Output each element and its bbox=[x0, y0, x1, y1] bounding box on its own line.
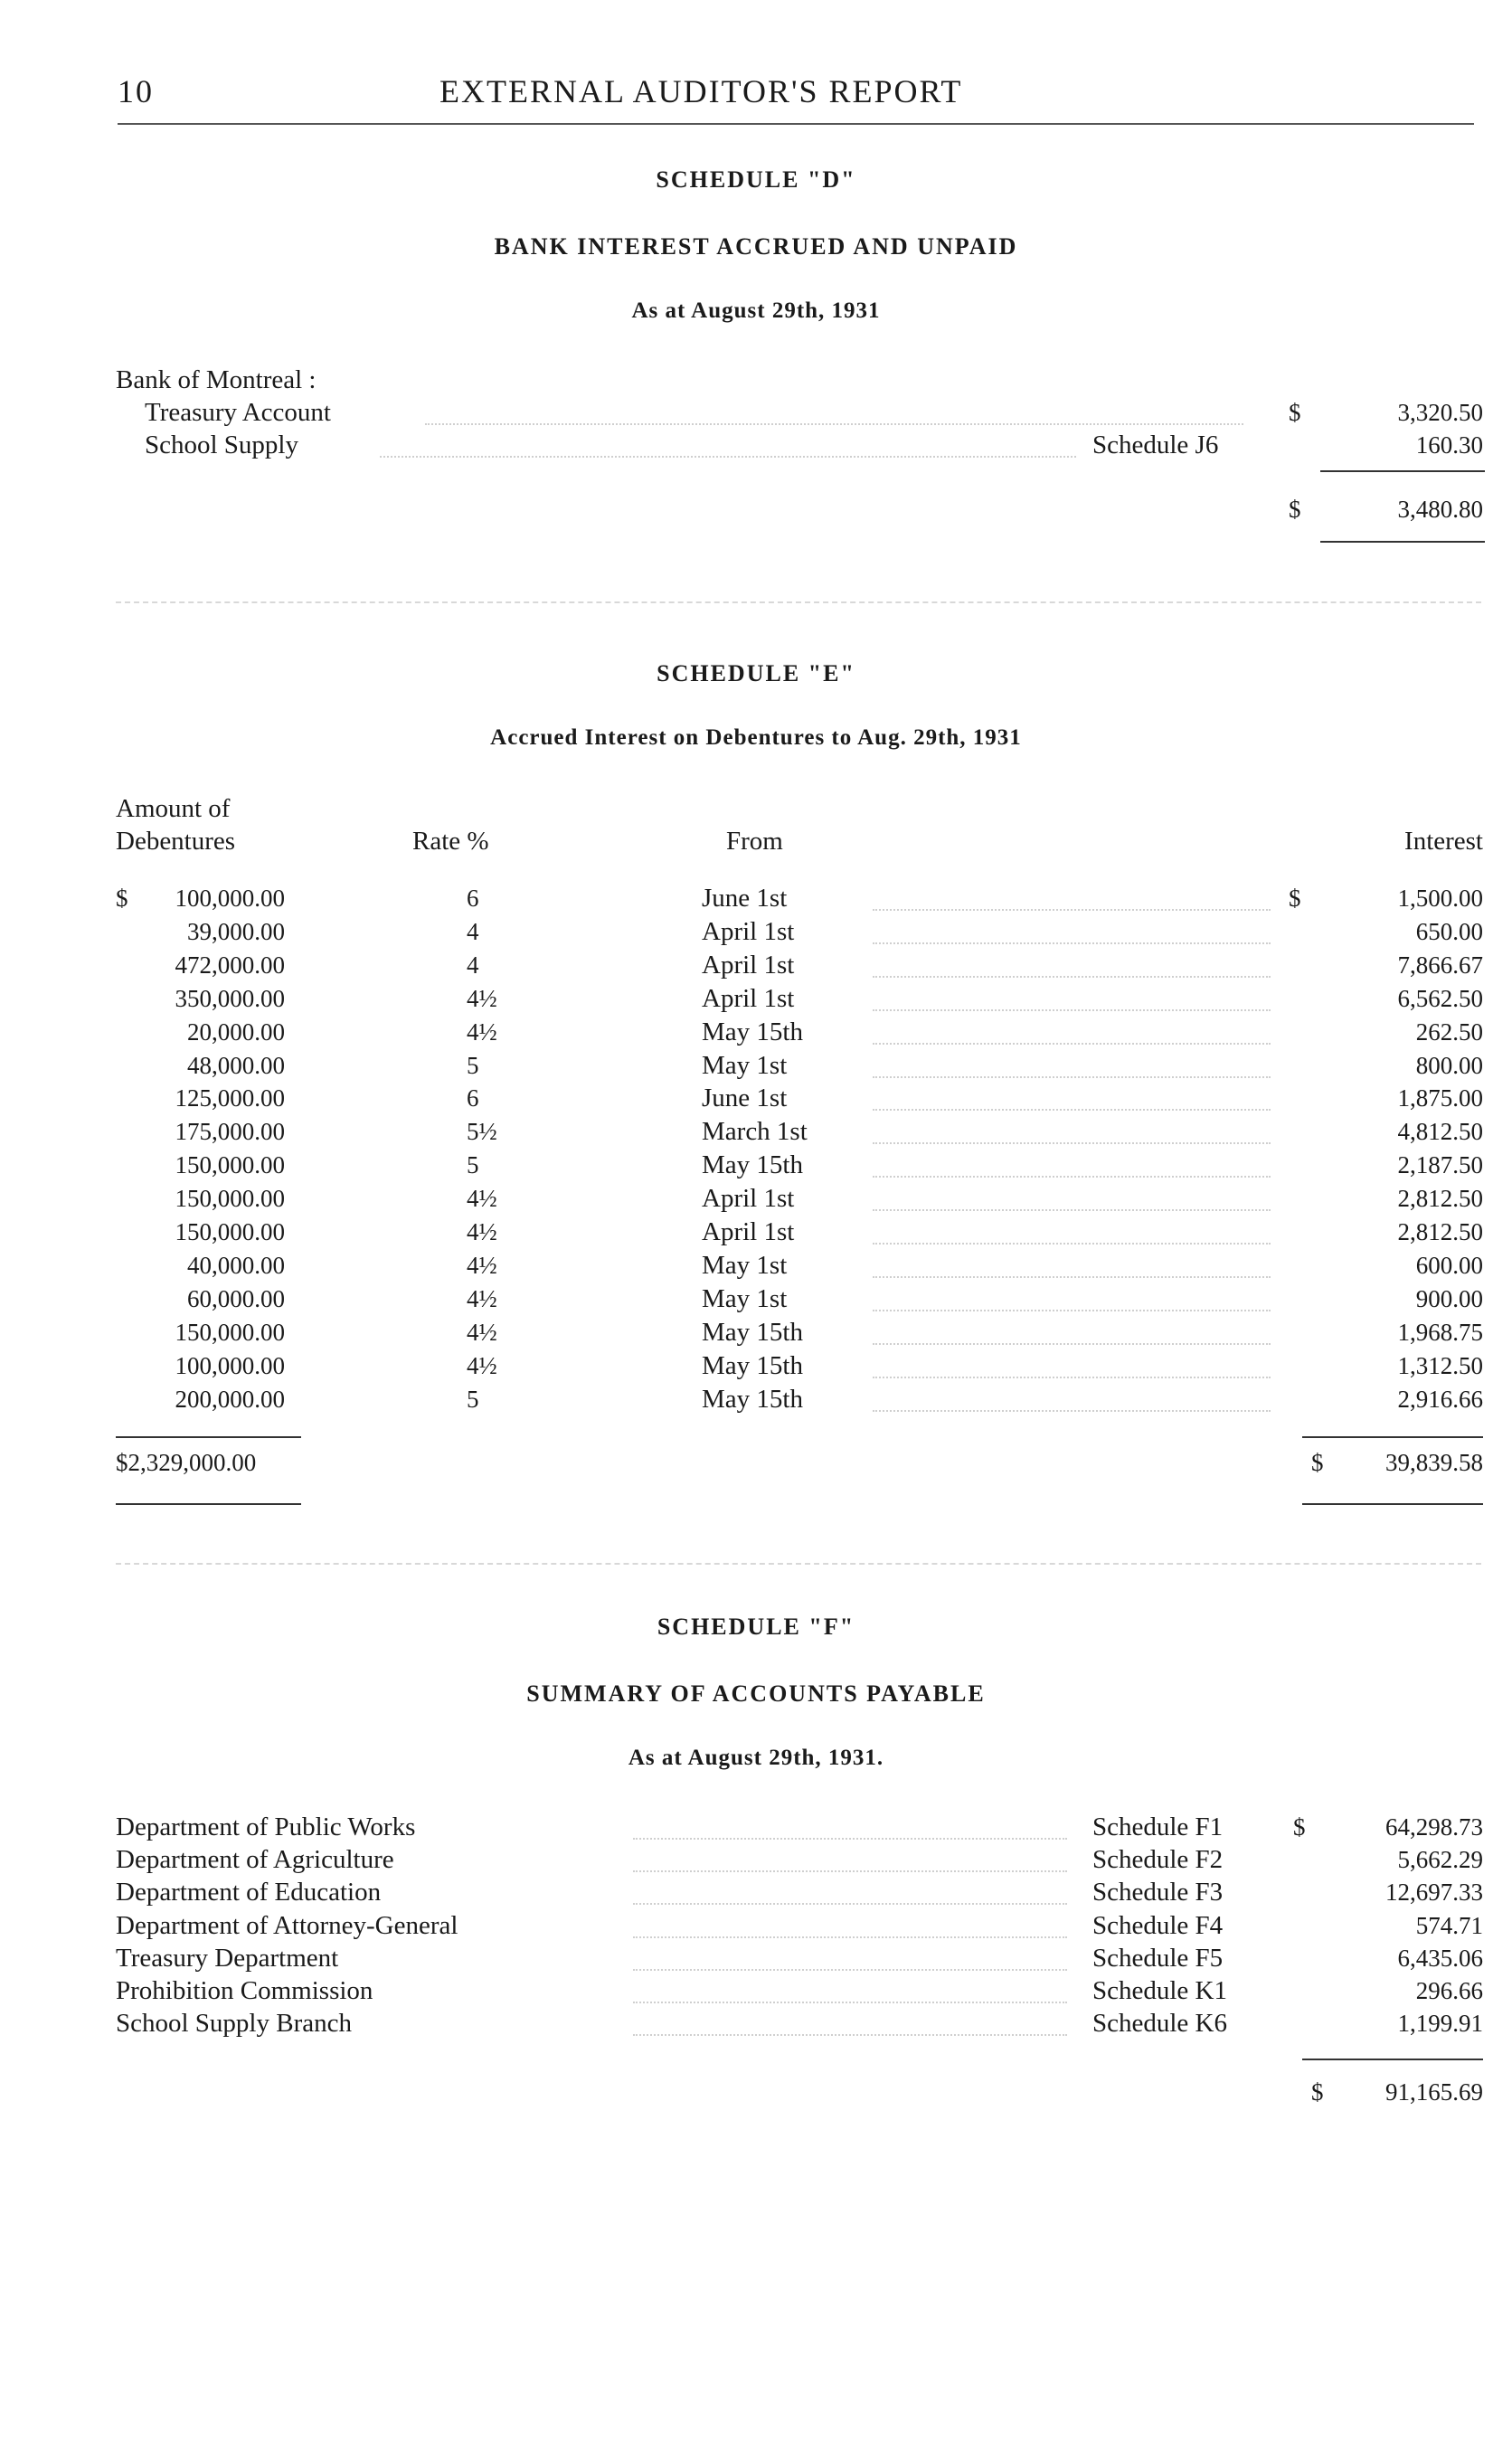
interest-amount: 800.00 bbox=[1415, 1052, 1483, 1079]
interest-from-date: April 1st bbox=[702, 1217, 795, 1246]
interest-from-date: April 1st bbox=[702, 951, 795, 980]
debenture-amount: 472,000.00 bbox=[175, 951, 285, 979]
interest-rate: 5½ bbox=[467, 1118, 497, 1145]
interest-rate: 4½ bbox=[467, 1018, 497, 1046]
interest-amount: 1,500.00 bbox=[1397, 885, 1483, 912]
interest-amount: 1,968.75 bbox=[1397, 1319, 1483, 1346]
schedule-f-title: SUMMARY OF ACCOUNTS PAYABLE bbox=[526, 1680, 986, 1707]
leader-dots bbox=[633, 1936, 1067, 1938]
debenture-total-interest: 39,839.58 bbox=[1385, 1449, 1483, 1476]
leader-dots bbox=[633, 2002, 1067, 2003]
amount-total-rule-bottom bbox=[116, 1503, 301, 1505]
leader-dots bbox=[873, 1176, 1271, 1178]
col-interest-header: Interest bbox=[1404, 827, 1483, 856]
col-from-header: From bbox=[726, 827, 783, 856]
debenture-amount: 125,000.00 bbox=[175, 1084, 285, 1112]
interest-from-date: May 15th bbox=[702, 1318, 803, 1347]
leader-dots bbox=[873, 1076, 1271, 1078]
interest-amount: 900.00 bbox=[1415, 1285, 1483, 1312]
interest-amount: 4,812.50 bbox=[1397, 1118, 1483, 1145]
interest-amount: 1,312.50 bbox=[1397, 1352, 1483, 1379]
currency-sign: $ bbox=[1289, 399, 1301, 426]
schedule-f-date: As at August 29th, 1931. bbox=[628, 1746, 884, 1770]
payable-amount: 64,298.73 bbox=[1385, 1813, 1483, 1841]
interest-from-date: May 15th bbox=[702, 1018, 803, 1046]
department-label: Department of Attorney-General bbox=[116, 1911, 458, 1940]
currency-sign: $ bbox=[116, 885, 128, 912]
interest-from-date: May 1st bbox=[702, 1284, 788, 1313]
schedule-ref: Schedule J6 bbox=[1092, 431, 1219, 459]
leader-dots bbox=[873, 909, 1271, 911]
col-rate-header: Rate % bbox=[412, 827, 489, 856]
interest-rate: 4½ bbox=[467, 1218, 497, 1245]
total-currency: $ bbox=[1289, 496, 1301, 523]
total-currency: $ bbox=[1311, 2078, 1324, 2106]
debenture-amount: 40,000.00 bbox=[187, 1252, 285, 1279]
payable-amount: 5,662.29 bbox=[1397, 1846, 1483, 1873]
interest-rate: 4½ bbox=[467, 1285, 497, 1312]
department-label: Department of Agriculture bbox=[116, 1845, 394, 1874]
subtotal-rule bbox=[1320, 470, 1485, 472]
leader-dots bbox=[380, 456, 1076, 458]
section-divider bbox=[116, 601, 1481, 603]
schedule-d-total: 3,480.80 bbox=[1397, 496, 1483, 523]
debenture-amount: 39,000.00 bbox=[187, 918, 285, 945]
header-rule bbox=[118, 123, 1474, 125]
row-label: School Supply bbox=[145, 431, 298, 459]
interest-rate: 4½ bbox=[467, 1252, 497, 1279]
payable-amount: 296.66 bbox=[1415, 1977, 1483, 2004]
interest-amount: 7,866.67 bbox=[1397, 951, 1483, 979]
interest-currency: $ bbox=[1289, 885, 1301, 912]
debenture-amount: 60,000.00 bbox=[187, 1285, 285, 1312]
debenture-amount: 100,000.00 bbox=[175, 885, 285, 912]
interest-rate: 4½ bbox=[467, 1352, 497, 1379]
interest-rate: 5 bbox=[467, 1151, 479, 1178]
debenture-amount: 150,000.00 bbox=[175, 1185, 285, 1212]
interest-rate: 6 bbox=[467, 885, 479, 912]
row-label: Treasury Account bbox=[145, 398, 331, 427]
schedule-ref: Schedule F2 bbox=[1092, 1845, 1224, 1874]
interest-rate: 5 bbox=[467, 1052, 479, 1079]
leader-dots bbox=[873, 1109, 1271, 1111]
interest-from-date: June 1st bbox=[702, 884, 788, 913]
leader-dots bbox=[873, 1276, 1271, 1278]
interest-total-rule-bottom bbox=[1302, 1503, 1483, 1505]
total-rule bbox=[1320, 541, 1485, 543]
interest-amount: 2,187.50 bbox=[1397, 1151, 1483, 1178]
col-amount-header-line2: Debentures bbox=[116, 827, 236, 856]
interest-rate: 5 bbox=[467, 1386, 479, 1413]
schedule-d-date: As at August 29th, 1931 bbox=[631, 298, 881, 323]
interest-from-date: May 15th bbox=[702, 1150, 803, 1179]
payable-amount: 6,435.06 bbox=[1397, 1945, 1483, 1972]
schedule-e-title: Accrued Interest on Debentures to Aug. 29th, 1931 bbox=[490, 725, 1022, 750]
interest-from-date: April 1st bbox=[702, 984, 795, 1013]
leader-dots bbox=[873, 1377, 1271, 1378]
interest-from-date: April 1st bbox=[702, 917, 795, 946]
interest-amount: 2,812.50 bbox=[1397, 1185, 1483, 1212]
interest-from-date: May 15th bbox=[702, 1385, 803, 1414]
debenture-amount: 150,000.00 bbox=[175, 1319, 285, 1346]
debenture-amount: 20,000.00 bbox=[187, 1018, 285, 1046]
schedule-d-title: BANK INTEREST ACCRUED AND UNPAID bbox=[494, 233, 1018, 260]
payable-amount: 1,199.91 bbox=[1397, 2010, 1483, 2037]
interest-rate: 4½ bbox=[467, 1319, 497, 1346]
amount-total-rule bbox=[116, 1436, 301, 1438]
leader-dots bbox=[873, 1009, 1271, 1011]
interest-amount: 600.00 bbox=[1415, 1252, 1483, 1279]
debenture-total-amount: $2,329,000.00 bbox=[116, 1449, 257, 1476]
page-number: 10 bbox=[118, 73, 154, 109]
interest-from-date: May 1st bbox=[702, 1251, 788, 1280]
payable-amount: 574.71 bbox=[1415, 1912, 1483, 1939]
schedule-ref: Schedule F4 bbox=[1092, 1911, 1224, 1940]
schedule-e-heading: SCHEDULE "E" bbox=[657, 660, 855, 686]
department-label: School Supply Branch bbox=[116, 2009, 352, 2038]
interest-from-date: May 15th bbox=[702, 1351, 803, 1380]
interest-from-date: May 1st bbox=[702, 1051, 788, 1080]
debenture-amount: 150,000.00 bbox=[175, 1218, 285, 1245]
col-amount-header-line1: Amount of bbox=[116, 794, 231, 823]
schedule-ref: Schedule K6 bbox=[1092, 2009, 1227, 2038]
leader-dots bbox=[873, 1343, 1271, 1345]
debenture-amount: 200,000.00 bbox=[175, 1386, 285, 1413]
department-label: Department of Public Works bbox=[116, 1813, 416, 1841]
payable-amount: 12,697.33 bbox=[1385, 1879, 1483, 1906]
schedule-ref: Schedule F1 bbox=[1092, 1813, 1224, 1841]
interest-rate: 4 bbox=[467, 951, 479, 979]
debenture-amount: 100,000.00 bbox=[175, 1352, 285, 1379]
interest-amount: 6,562.50 bbox=[1397, 985, 1483, 1012]
amount: 3,320.50 bbox=[1397, 399, 1483, 426]
amount: 160.30 bbox=[1415, 431, 1483, 459]
interest-rate: 6 bbox=[467, 1084, 479, 1112]
page-title: EXTERNAL AUDITOR'S REPORT bbox=[439, 73, 963, 109]
debenture-amount: 150,000.00 bbox=[175, 1151, 285, 1178]
section-divider bbox=[116, 1563, 1481, 1565]
bank-group-label: Bank of Montreal : bbox=[116, 365, 317, 394]
leader-dots bbox=[873, 1310, 1271, 1311]
leader-dots bbox=[873, 976, 1271, 978]
interest-from-date: April 1st bbox=[702, 1184, 795, 1213]
schedule-f-heading: SCHEDULE "F" bbox=[657, 1614, 855, 1640]
interest-from-date: June 1st bbox=[702, 1084, 788, 1112]
debenture-amount: 350,000.00 bbox=[175, 985, 285, 1012]
leader-dots bbox=[873, 942, 1271, 944]
leader-dots bbox=[633, 1969, 1067, 1971]
interest-amount: 2,812.50 bbox=[1397, 1218, 1483, 1245]
interest-total-currency: $ bbox=[1311, 1449, 1324, 1476]
interest-amount: 2,916.66 bbox=[1397, 1386, 1483, 1413]
leader-dots bbox=[873, 1410, 1271, 1412]
schedule-d-heading: SCHEDULE "D" bbox=[656, 166, 856, 193]
leader-dots bbox=[633, 1870, 1067, 1872]
department-label: Department of Education bbox=[116, 1878, 382, 1907]
leader-dots bbox=[633, 2034, 1067, 2036]
interest-rate: 4½ bbox=[467, 985, 497, 1012]
debenture-amount: 48,000.00 bbox=[187, 1052, 285, 1079]
interest-amount: 262.50 bbox=[1415, 1018, 1483, 1046]
leader-dots bbox=[425, 423, 1243, 425]
subtotal-rule bbox=[1302, 2059, 1483, 2060]
schedule-f-total: 91,165.69 bbox=[1385, 2078, 1483, 2106]
interest-from-date: March 1st bbox=[702, 1117, 808, 1146]
schedule-ref: Schedule F5 bbox=[1092, 1944, 1224, 1973]
interest-amount: 1,875.00 bbox=[1397, 1084, 1483, 1112]
leader-dots bbox=[873, 1243, 1271, 1245]
interest-rate: 4 bbox=[467, 918, 479, 945]
leader-dots bbox=[873, 1209, 1271, 1211]
interest-amount: 650.00 bbox=[1415, 918, 1483, 945]
department-label: Treasury Department bbox=[116, 1944, 339, 1973]
debenture-amount: 175,000.00 bbox=[175, 1118, 285, 1145]
interest-rate: 4½ bbox=[467, 1185, 497, 1212]
leader-dots bbox=[873, 1043, 1271, 1045]
leader-dots bbox=[633, 1838, 1067, 1840]
interest-total-rule bbox=[1302, 1436, 1483, 1438]
schedule-ref: Schedule F3 bbox=[1092, 1878, 1224, 1907]
leader-dots bbox=[873, 1142, 1271, 1144]
currency-sign: $ bbox=[1293, 1813, 1306, 1841]
leader-dots bbox=[633, 1903, 1067, 1905]
schedule-ref: Schedule K1 bbox=[1092, 1976, 1227, 2005]
department-label: Prohibition Commission bbox=[116, 1976, 373, 2005]
